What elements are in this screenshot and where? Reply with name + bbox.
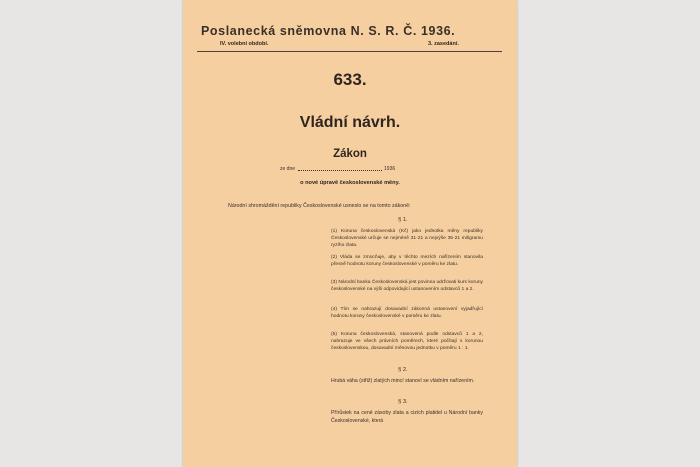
section-heading: § 1. [398, 217, 408, 223]
document-page [183, 0, 517, 467]
paragraph: (5) Koruna československá, stanovená podle odstavců 1 a 2, nahrazuje ve všech právních poměrech, které počítají s korunou československou, dosavadní měnovou jednotku v poměru 1 : 1. [331, 332, 483, 352]
session-period: IV. volební období. [220, 41, 269, 47]
print-number: 633. [333, 70, 367, 89]
paragraph: (4) Tím se nahrazují dosavadní zákonná ustanovení vyjadřující hodnotu koruny československé v poměru ke zlatu. [331, 307, 483, 320]
paragraph: (1) Koruna československá (Kč) jako jednotka měny republiky Československé určuje se nejméně 31·21 a nejvýše 35·21 miligramu ryzího zlata. [331, 229, 483, 249]
meeting-number: 3. zasedání. [428, 41, 459, 47]
date-blank [298, 169, 382, 171]
preamble: Národní shromáždění republiky Československé usneslo se na tomto zákoně: [228, 203, 411, 209]
document-title: Vládní návrh. [299, 114, 401, 131]
paragraph: Přírůstek na cené zásoby zlata a cizích platidel u Národní banky Československé, která [331, 410, 483, 424]
header-divider [197, 51, 502, 52]
paragraph: (3) Národní banka Československá jest povinna udržovati kurs koruny československé na výši odpovídající ustanovením odstavců 1 a 2. [331, 280, 483, 293]
parliament-header: Poslanecká sněmovna N. S. R. Č. 1936. [201, 24, 456, 38]
document-type: Zákon [333, 148, 367, 160]
paragraph: (2) Vláda se zmocňuje, aby v těchto mezích nařízením stanovila přesně hodnotu koruny československé v poměru ke zlatu. [331, 255, 483, 268]
section-heading: § 3. [398, 399, 408, 405]
paragraph: Hrubá váha (střiž) zlatých mincí stanoví se vládním nařízením. [331, 378, 475, 384]
date-prefix: ze dne [280, 166, 296, 172]
date-year: 1936 [384, 166, 396, 172]
section-heading: § 2. [398, 367, 408, 373]
law-subject: o nové úpravě československé měny. [300, 180, 400, 186]
date-line [280, 166, 395, 172]
